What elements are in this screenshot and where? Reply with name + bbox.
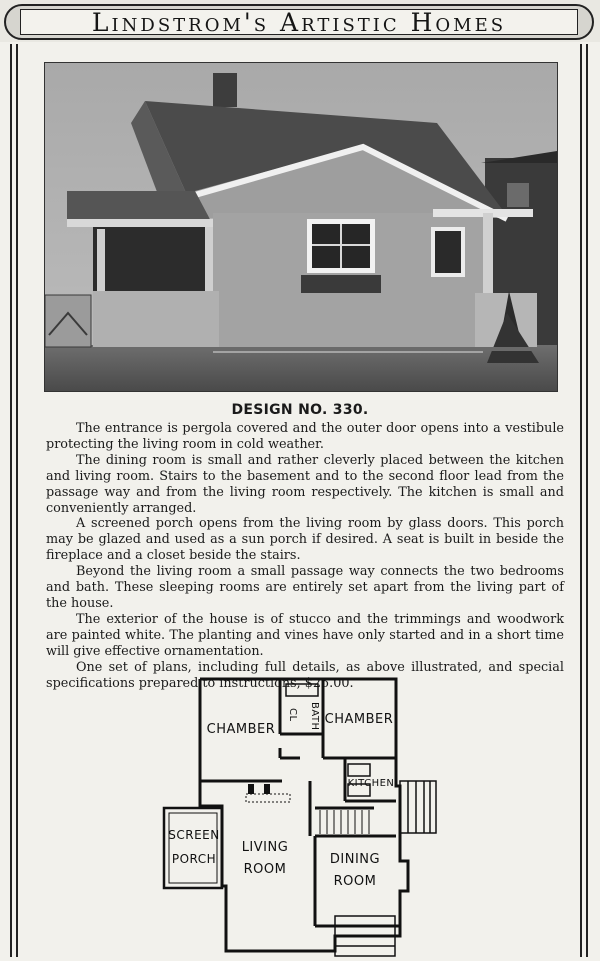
floor-plan-drawing <box>160 676 440 957</box>
description-paragraph: The dining room is small and rather cleverly placed between the kitchen and living room. Stairs to the basement and to the second floor lead from the passage way and from the living room respectively. The kitchen is small and conveniently arranged. <box>46 452 564 516</box>
house-illustration <box>45 63 557 391</box>
room-label-kitchen: KITCHEN <box>347 778 395 789</box>
room-label-living-room: ROOM <box>243 862 287 877</box>
description-paragraph: A screened porch opens from the living room by glass doors. This porch may be glazed and used as a sun porch if desired. A seat is built in beside the fireplace and a closet beside the stairs. <box>46 516 564 564</box>
right-border-rule-inner <box>580 44 582 957</box>
description-paragraph: Beyond the living room a small passage way connects the two bedrooms and bath. These sleeping rooms are entirely set apart from the living part of the house. <box>46 564 564 611</box>
room-label-bath: BATH <box>309 702 320 731</box>
room-label-closet: CL <box>287 708 298 722</box>
description-paragraph: The entrance is pergola covered and the outer door opens into a vestibule protecting the living room in cold weather. <box>46 421 564 452</box>
floor-plan <box>160 676 440 957</box>
room-label-dining: DINING <box>329 852 381 867</box>
room-label-chamber-right: CHAMBER <box>324 712 394 727</box>
room-label-chamber-left: CHAMBER <box>206 722 276 737</box>
left-border-rule <box>10 44 12 957</box>
description-paragraph: The exterior of the house is of stucco and the trimmings and woodwork are painted white. The planting and vines have only started and in a short time will give effective ornamentation. <box>46 611 564 659</box>
banner-frame <box>4 4 594 40</box>
description-text <box>46 421 564 691</box>
banner-inner <box>20 9 578 35</box>
right-border-rule <box>586 44 588 957</box>
design-heading: DESIGN NO. 330. <box>231 402 369 418</box>
room-label-dining-room: ROOM <box>333 874 377 889</box>
page-title: Lindstrom's Artistic Homes <box>91 7 507 37</box>
room-label-living: LIVING <box>241 840 289 855</box>
price-paragraph: One set of plans, including full details, as above illustrated, and special specifications prepared to instructions, $25.00. <box>46 659 564 691</box>
page-banner <box>0 0 600 42</box>
room-label-porch: PORCH <box>171 852 217 866</box>
left-border-rule-inner <box>16 44 18 957</box>
room-label-screen: SCREEN <box>168 828 220 842</box>
house-photo <box>44 62 558 392</box>
